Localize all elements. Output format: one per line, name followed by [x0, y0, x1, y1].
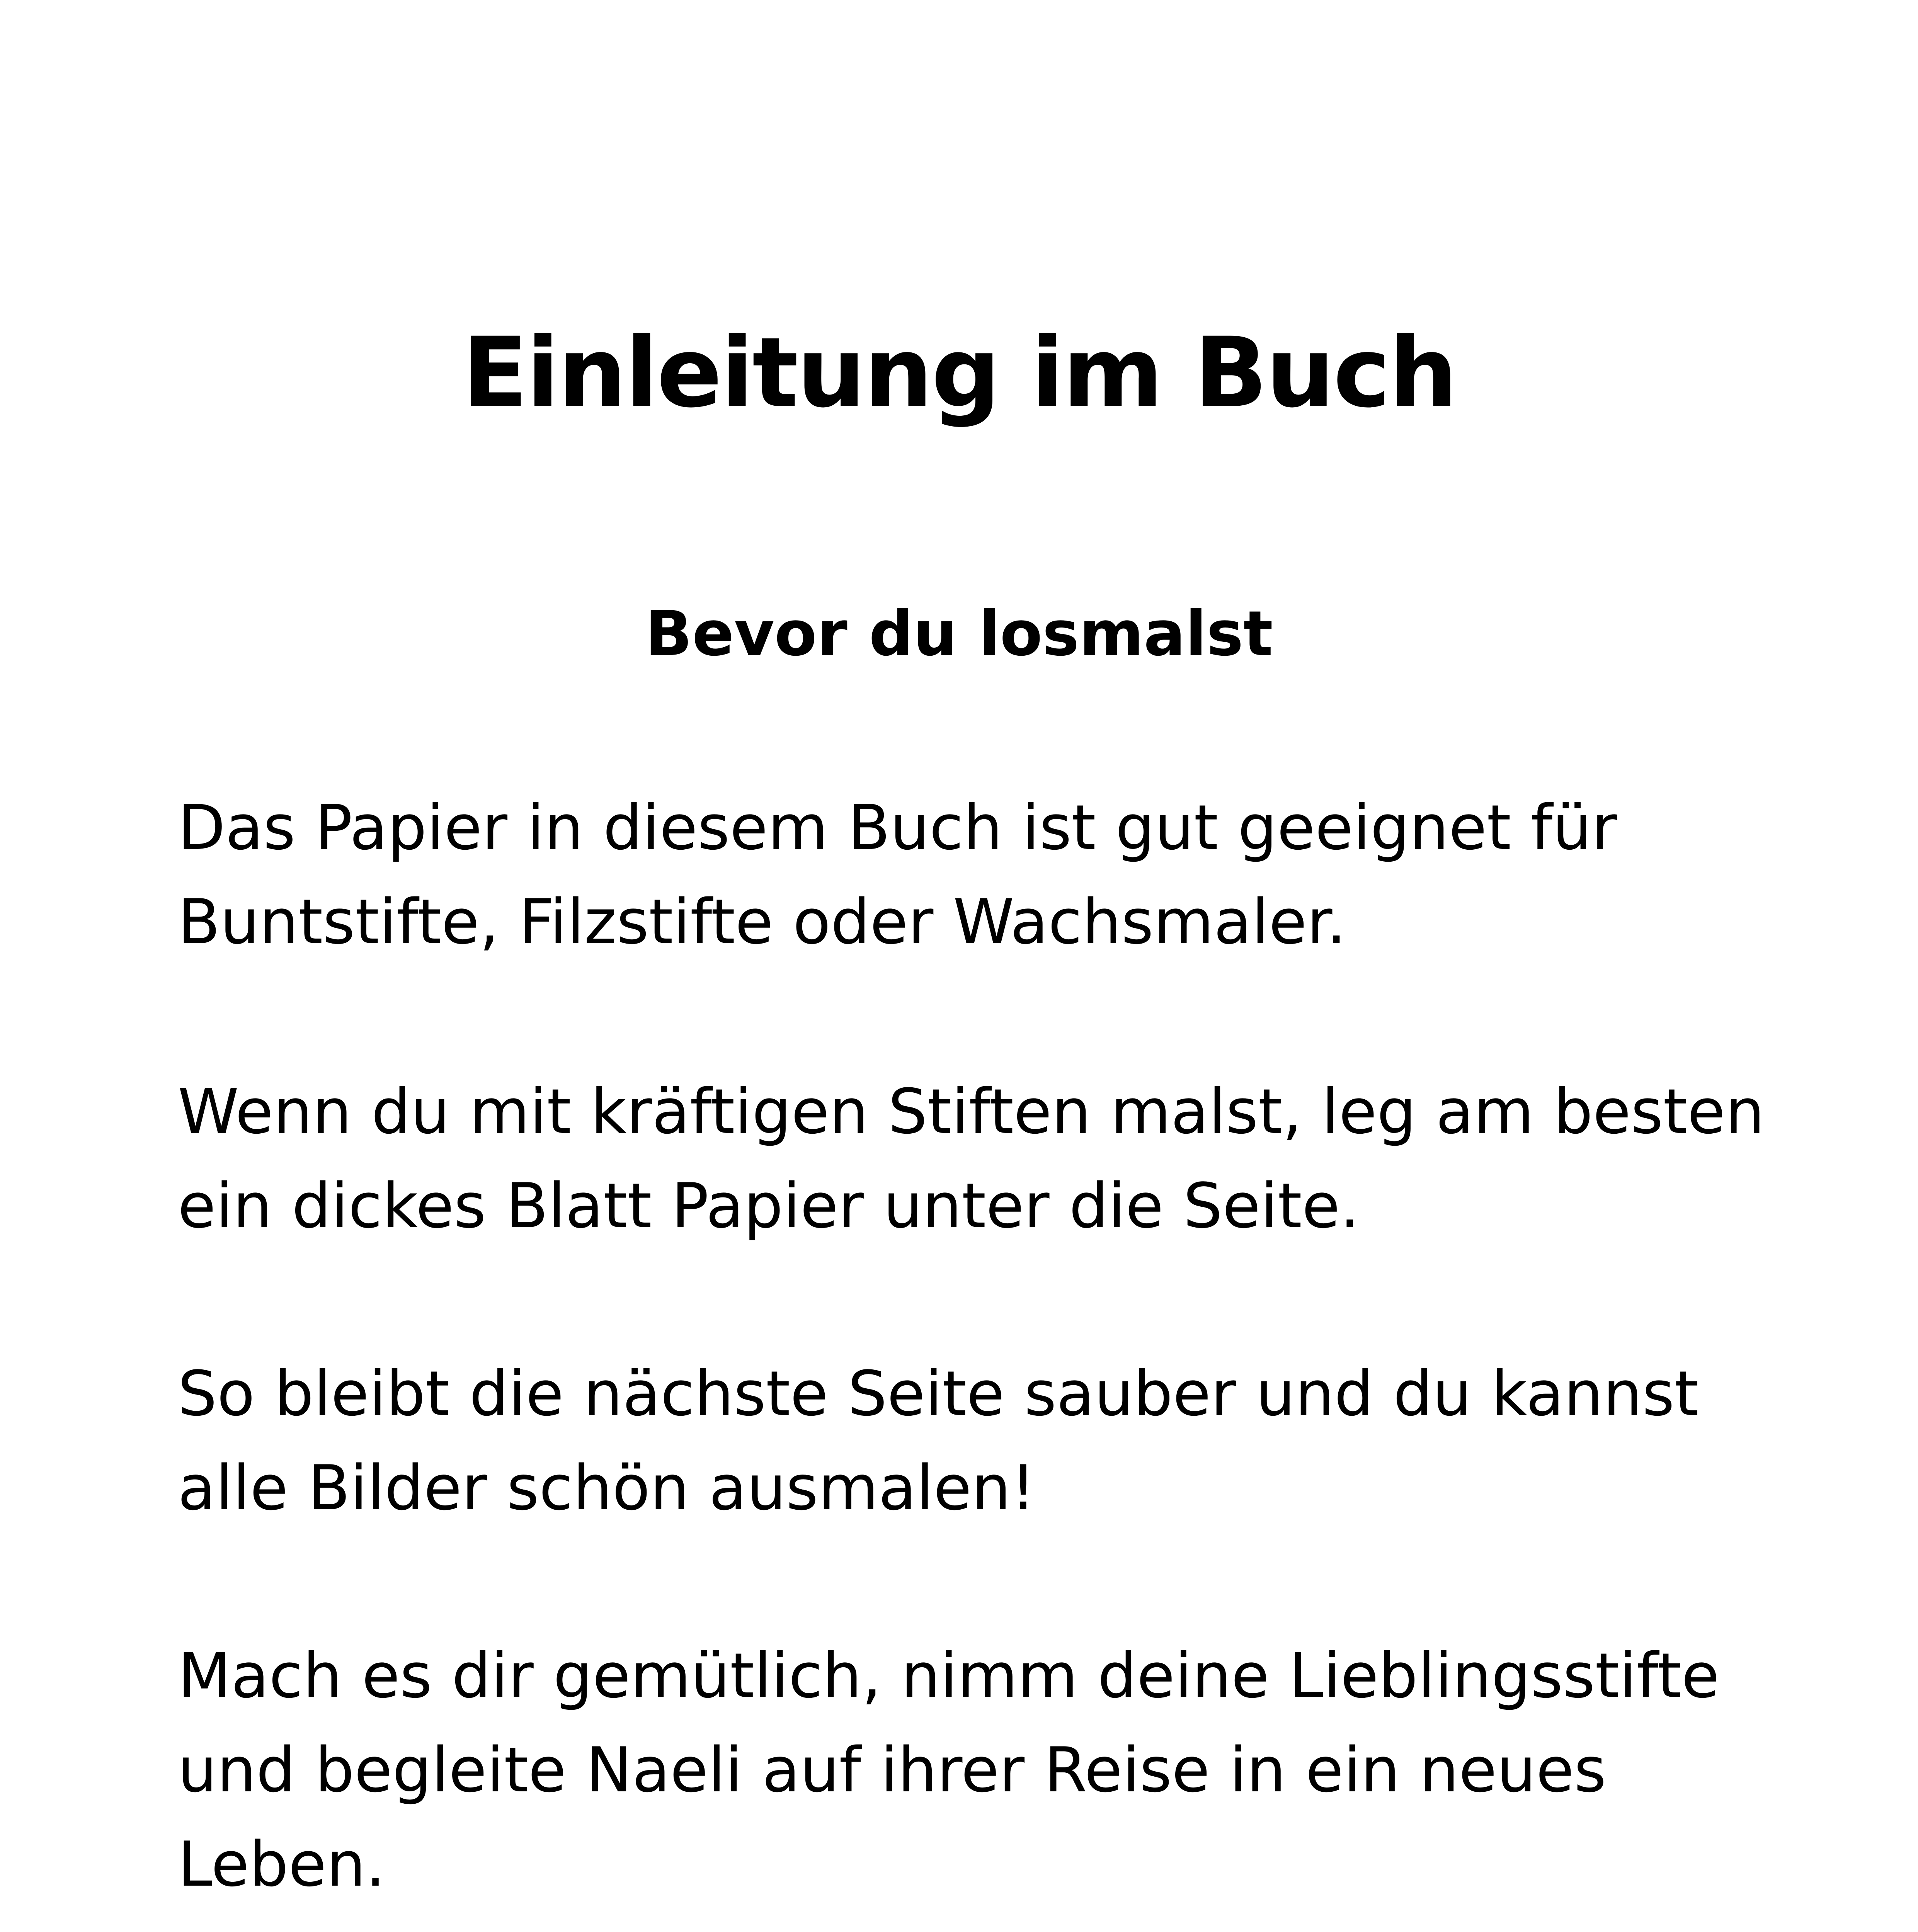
paragraph-line: Mach es dir gemütlich, nimm deine Lieblingsstifte	[178, 1639, 1720, 1712]
paragraph-clean-page	[178, 1347, 1801, 1535]
paragraph-line: Leben.	[178, 1828, 386, 1900]
paragraph-line: Wenn du mit kräftigen Stiften malst, leg am besten	[178, 1075, 1765, 1148]
paragraph-invitation	[178, 1629, 1801, 1912]
section-subtitle: Bevor du losmalst	[645, 597, 1273, 670]
paragraph-line: und begleite Naeli auf ihrer Reise in ein neues	[178, 1734, 1607, 1806]
paragraph-strong-pens-tip	[178, 1065, 1801, 1253]
paragraph-line: So bleibt die nächste Seite sauber und du kannst	[178, 1357, 1699, 1430]
page-title: Einleitung im Buch	[462, 316, 1456, 429]
paragraph-line: alle Bilder schön ausmalen!	[178, 1452, 1036, 1524]
paragraph-paper-info	[178, 781, 1801, 969]
paragraph-line: ein dickes Blatt Papier unter die Seite.	[178, 1170, 1360, 1242]
paragraph-line: Buntstifte, Filzstifte oder Wachsmaler.	[178, 886, 1346, 958]
paragraph-line: Das Papier in diesem Buch ist gut geeignet für	[178, 791, 1617, 864]
